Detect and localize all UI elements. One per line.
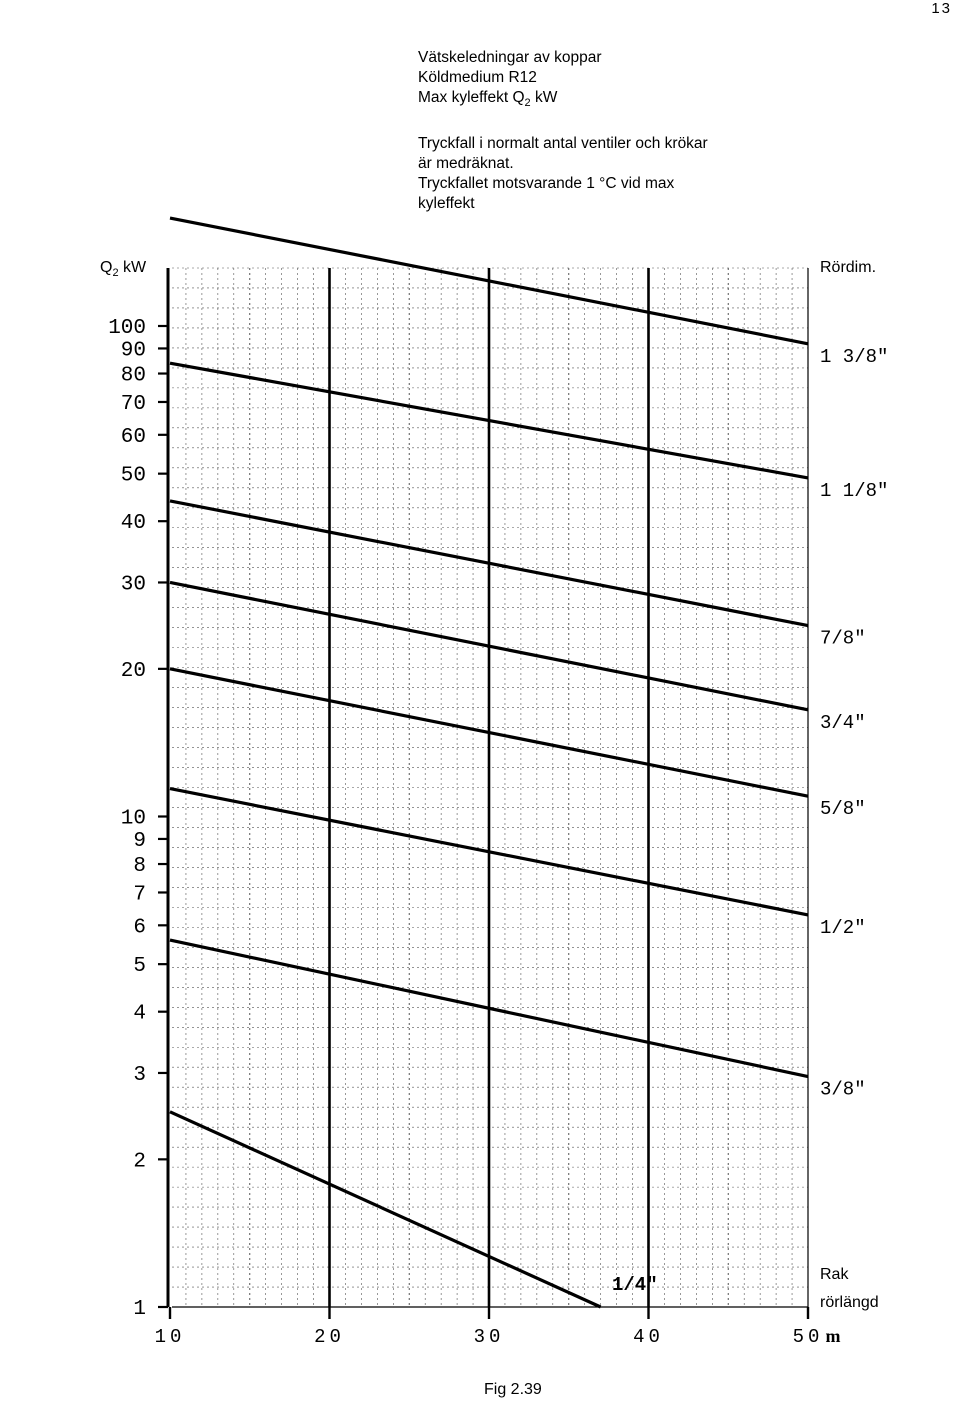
x-axis-title-line2: rörlängd bbox=[820, 1294, 879, 1311]
header-line-note3: Tryckfallet motsvarande 1 °C vid max bbox=[418, 175, 675, 193]
y-axis bbox=[108, 268, 168, 1321]
page-number: 13 bbox=[931, 0, 952, 17]
y-tick-label: 6 bbox=[133, 916, 146, 940]
y-tick-label: 50 bbox=[120, 464, 146, 488]
y-tick-label: 10 bbox=[120, 807, 146, 831]
series-label: 7/8" bbox=[820, 627, 866, 650]
series-label: 5/8" bbox=[820, 798, 866, 821]
y-tick-label: 3 bbox=[133, 1063, 146, 1087]
y-tick-label: 100 bbox=[108, 317, 146, 340]
header-line-material: Vätskeledningar av koppar bbox=[418, 49, 602, 66]
y-tick-label: 30 bbox=[120, 573, 146, 597]
figure-caption: Fig 2.39 bbox=[484, 1381, 542, 1398]
x-tick-label: 20 bbox=[314, 1326, 345, 1348]
y-tick-label: 40 bbox=[120, 512, 146, 536]
y-tick-label: 9 bbox=[133, 829, 146, 853]
y-tick-label: 60 bbox=[120, 425, 146, 449]
series-label-inline: 1/4" bbox=[612, 1274, 658, 1296]
y-tick-label: 2 bbox=[133, 1150, 146, 1174]
y-tick-label: 1 bbox=[133, 1298, 146, 1321]
y-tick-label: 80 bbox=[120, 364, 146, 388]
y-tick-label: 4 bbox=[133, 1002, 146, 1026]
y-axis-title: $Q_2$ kW bbox=[100, 259, 147, 279]
series-labels bbox=[612, 346, 888, 1296]
y-tick-label: 7 bbox=[133, 883, 146, 907]
x-axis bbox=[155, 1307, 841, 1348]
header-line-refrigerant: Köldmedium R12 bbox=[418, 69, 537, 86]
y-tick-label: 70 bbox=[120, 392, 146, 416]
header-line-note1: Tryckfall i normalt antal ventiler och krökar bbox=[418, 135, 708, 153]
header-line-note2: är medräknat. bbox=[418, 155, 514, 173]
series-header: Rördim. bbox=[820, 259, 877, 276]
series-label: 1/2" bbox=[820, 916, 866, 939]
x-tick-label: 40 bbox=[633, 1326, 664, 1348]
y-tick-label: 5 bbox=[133, 955, 146, 979]
header-line-capacity: Max kyleffekt $Q_2$ kW bbox=[418, 89, 558, 110]
series-label: 1 1/8" bbox=[820, 479, 889, 502]
series-label: 3/8" bbox=[820, 1078, 866, 1101]
series-label: 3/4" bbox=[820, 711, 866, 734]
x-tick-label: 50 bbox=[792, 1326, 824, 1348]
x-axis-title-line1: Rak bbox=[820, 1266, 849, 1283]
y-tick-label: 8 bbox=[133, 855, 146, 879]
y-tick-label: 20 bbox=[120, 659, 146, 683]
series-line bbox=[170, 1112, 601, 1307]
series-label: 1 3/8" bbox=[820, 345, 889, 368]
y-tick-label: 90 bbox=[120, 339, 146, 363]
header-line-note4: kyleffekt bbox=[418, 195, 475, 213]
x-tick-label: 30 bbox=[473, 1326, 505, 1348]
x-tick-label: 10 bbox=[154, 1326, 186, 1348]
x-unit-label: m bbox=[825, 1326, 841, 1346]
